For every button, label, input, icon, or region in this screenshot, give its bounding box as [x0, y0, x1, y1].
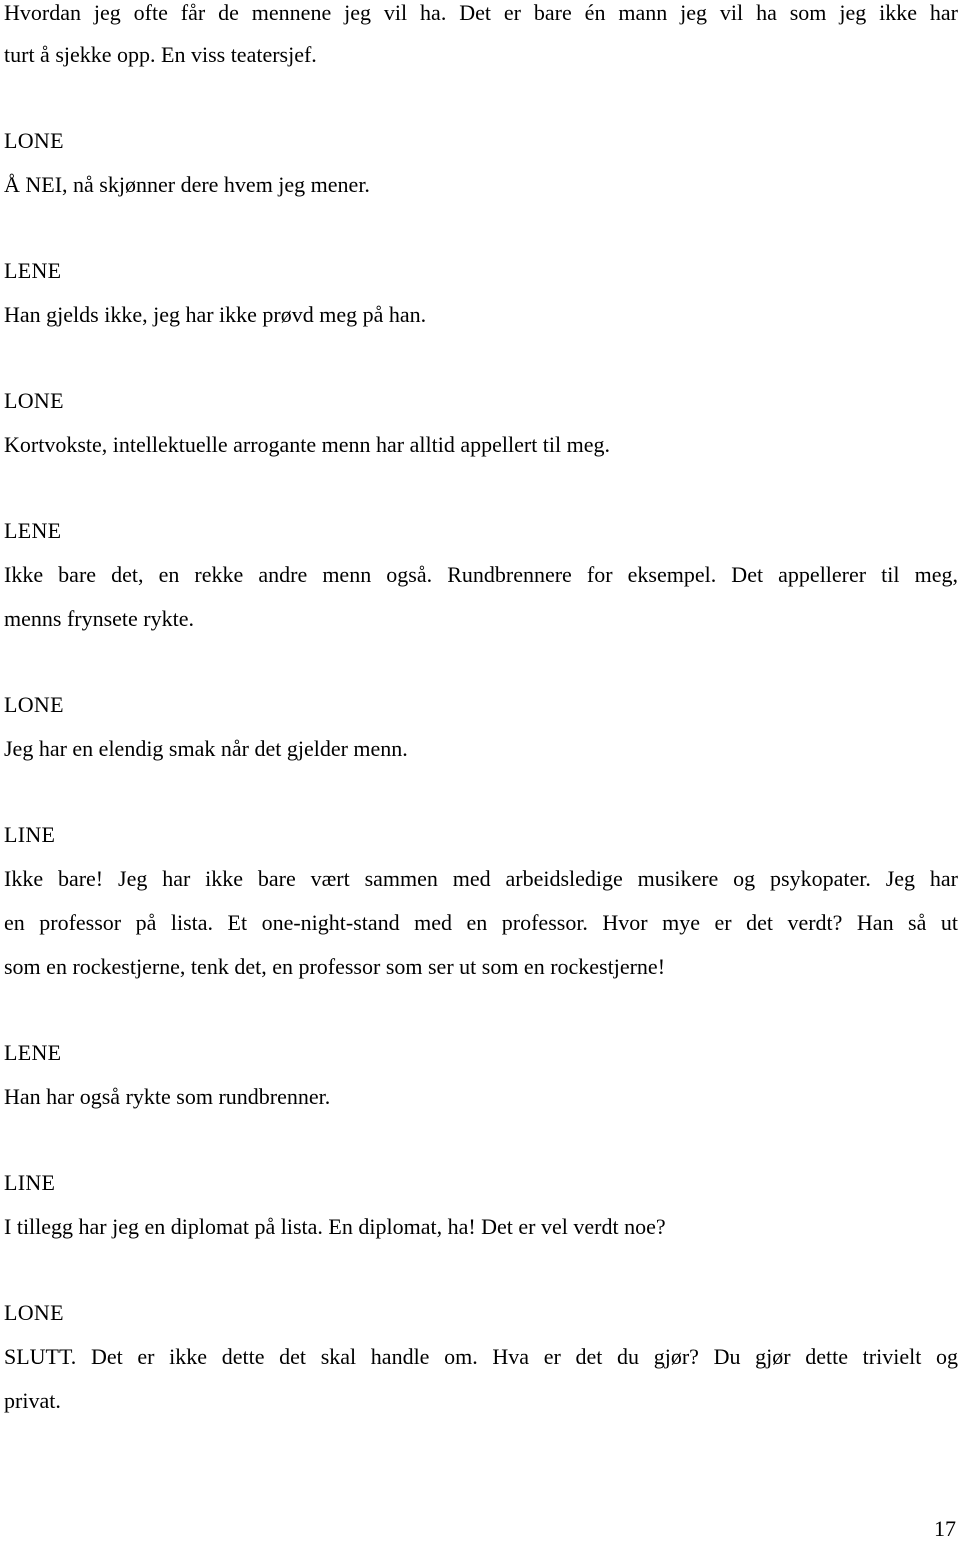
- dialogue-line: turt å sjekke opp. En viss teatersjef.: [4, 42, 317, 67]
- speaker-name: LINE: [4, 822, 56, 847]
- dialogue-line: privat.: [4, 1388, 61, 1413]
- dialogue-line: Å NEI, nå skjønner dere hvem jeg mener.: [4, 172, 370, 197]
- speaker-name: LENE: [4, 258, 62, 283]
- speaker-name: LONE: [4, 692, 64, 717]
- dialogue-line: Hvordan jeg ofte får de mennene jeg vil ha. Det er bare én mann jeg vil ha som jeg ikke har: [4, 0, 958, 25]
- speaker-name: LENE: [4, 1040, 62, 1065]
- page-number: 17: [934, 1516, 956, 1541]
- dialogue-line: Kortvokste, intellektuelle arrogante menn har alltid appellert til meg.: [4, 432, 611, 457]
- speaker-name: LENE: [4, 518, 62, 543]
- dialogue-line: som en rockestjerne, tenk det, en professor som ser ut som en rockestjerne!: [4, 954, 666, 979]
- dialogue-line: Han gjelds ikke, jeg har ikke prøvd meg på han.: [4, 302, 427, 327]
- speaker-name: LINE: [4, 1170, 56, 1195]
- dialogue-line: Ikke bare det, en rekke andre menn også. Rundbrennere for eksempel. Det appellerer til meg,: [4, 562, 958, 587]
- speaker-name: LONE: [4, 128, 64, 153]
- dialogue-line: SLUTT. Det er ikke dette det skal handle om. Hva er det du gjør? Du gjør dette trivielt og: [4, 1344, 958, 1369]
- dialogue-line: Han har også rykte som rundbrenner.: [4, 1084, 331, 1109]
- dialogue-line: menns frynsete rykte.: [4, 606, 194, 631]
- dialogue-line: Ikke bare! Jeg har ikke bare vært sammen med arbeidsledige musikere og psykopater. Jeg har: [4, 866, 958, 891]
- speaker-name: LONE: [4, 388, 64, 413]
- dialogue-line: en professor på lista. Et one-night-stand med en professor. Hvor mye er det verdt? Han så ut: [4, 910, 958, 935]
- dialogue-line: Jeg har en elendig smak når det gjelder menn.: [4, 736, 408, 761]
- speaker-name: LONE: [4, 1300, 64, 1325]
- dialogue-line: I tillegg har jeg en diplomat på lista. En diplomat, ha! Det er vel verdt noe?: [4, 1214, 666, 1239]
